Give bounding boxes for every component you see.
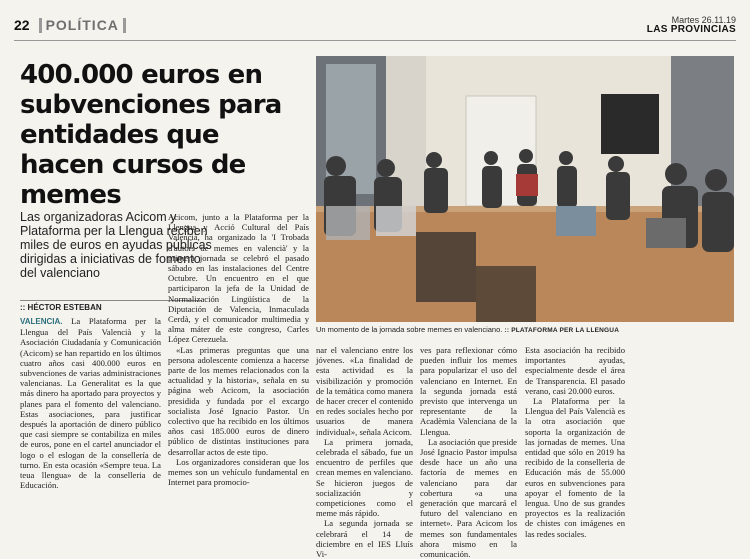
- newspaper-name: LAS PROVINCIAS: [646, 24, 736, 35]
- column-5-paragraph-1: Esta asociación ha recibido importantes ayudas, especialmente desde el área de Transparencia. El pasado verano, casi 20.000 euros.: [525, 345, 625, 396]
- article-column-2: [168, 212, 309, 487]
- headline: 400.000 euros en subvenciones para entidades que hacen cursos de memes: [20, 60, 282, 210]
- subheadline: Las organizadoras Acicom y Plataforma per la Llengua reciben miles de euros en ayudas públicas dirigidas a iniciativas de fomento del valenciano: [20, 210, 212, 280]
- header-left: [14, 17, 130, 33]
- photo-scene: [316, 56, 734, 322]
- column-3-paragraph-2: La primera jornada, celebrada el sábado, fue un encuentro de perfiles que crean memes en valenciano. Se hicieron juegos de socialización y competiciones como el meme más rápido.: [316, 436, 413, 519]
- column-2-paragraph-3: Los organizadores consideran que los memes son un vehículo fundamental en Internet para promocio-: [168, 456, 309, 488]
- byline: :: HÉCTOR ESTEBAN: [20, 300, 202, 312]
- photo-caption: [316, 325, 734, 334]
- dateline: VALENCIA.: [20, 317, 63, 326]
- article-column-3: [316, 345, 413, 559]
- article-column-4: [420, 345, 517, 559]
- column-1-text: La Plataforma per la Llengua del País Valencià y la Asociación Ciudadanía y Comunicación (Acicom) se han repartido en los últimos cuatro años casi 400.000 euros en subvenciones de varias administraciones valencianas. La Generalitat es la que más dinero ha aportado para proyectos y planes para el fomento del valenciano. Estas asociaciones, para justificar después la aportación de dinero público que casi siempre se contabiliza en miles de euros, pone en el cartel anunciador el logo o el eslogan de la consellería de turno. En esta ocasión «Sempre teua. La teua llengua» de la conselleria de Educación.: [20, 316, 161, 491]
- photo-credit: :: PLATAFORMA PER LA LLENGUA: [504, 327, 620, 334]
- column-4-paragraph-1: ves para reflexionar cómo pueden influir los memes para popularizar el uso del valenciano en Internet. En la segunda jornada está previsto que intervenga un representante de la Acadèmia Valenciana de la Llengua.: [420, 345, 517, 437]
- caption-text: Un momento de la jornada sobre memes en valenciano.: [316, 325, 503, 334]
- header-right: [647, 15, 736, 35]
- article-photo: [316, 56, 734, 322]
- header-rule: [14, 40, 736, 41]
- column-5-paragraph-2: La Plataforma per la Llengua del País Valencià es la otra asociación que soporta la organización de las jornadas de memes. Una entidad que sólo en 2019 ha recibido de la conselleria de Educación más de 55.000 euros en subvenciones para apoyar el fomento de la lengua. Uno de sus grandes proyectos es la realización de chistes con imágenes en las redes sociales.: [525, 396, 625, 539]
- page-header: [14, 14, 736, 36]
- section-divider: [39, 18, 42, 33]
- column-4-paragraph-2: La asociación que preside José Ignacio Pastor impulsa desde hace un año una factoría de memes en valenciano para dar cobertura «a una generación que marcará el futuro del valenciano en internet». Para Acicom los memes son fundamentales ahora mismo en la comunicación.: [420, 436, 518, 559]
- section-divider-end: [123, 18, 126, 33]
- column-3-paragraph-3: La segunda jornada se celebrará el 14 de diciembre en el IES Lluís Vi-: [316, 518, 413, 559]
- column-3-paragraph-1: nar el valenciano entre los jóvenes. «La finalidad de esta actividad es la visibilización y promoción de la temática como manera de hacer crecer el contenido en redes sociales hecho por usuarios de manera individual», señala Acicom.: [316, 345, 413, 437]
- issue-date: Martes 26.11.19: [671, 15, 736, 25]
- article-column-5: [525, 345, 625, 539]
- section-label: POLÍTICA: [45, 17, 119, 33]
- article-column-1: [20, 316, 161, 490]
- column-2-paragraph-2: «Las primeras preguntas que una persona adolescente comienza a hacerse parte de los memes relacionados con la actualidad y la historia», señala en su página web Acicom, la asociación presidida y fundada por el excargo socialista José Ignacio Pastor. Un colectivo que ha recibido en los últimos años casi 185.000 euros de dinero público de distintas instituciones para desarrollar actos de este tipo.: [168, 344, 309, 457]
- column-1-paragraph: [20, 316, 161, 490]
- column-2-paragraph-1: Acicom, junto a la Plataforma per la Llengua y Acció Cultural del País Valencià, ha organizado la 'I Trobada d'autors de memes en valencià' y la primera jornada se celebró el pasado sábado en las instalaciones del Centre Octubre. Un encuentro en el que participaron la jefa de la Unidad de Normalización Lingüística de la Diputación de Valencia, Inmaculada Cerdà, y el comunicador multimedia y alma máter de este congreso, Carles López Cerezuela.: [168, 212, 309, 345]
- page-number: 22: [14, 17, 30, 33]
